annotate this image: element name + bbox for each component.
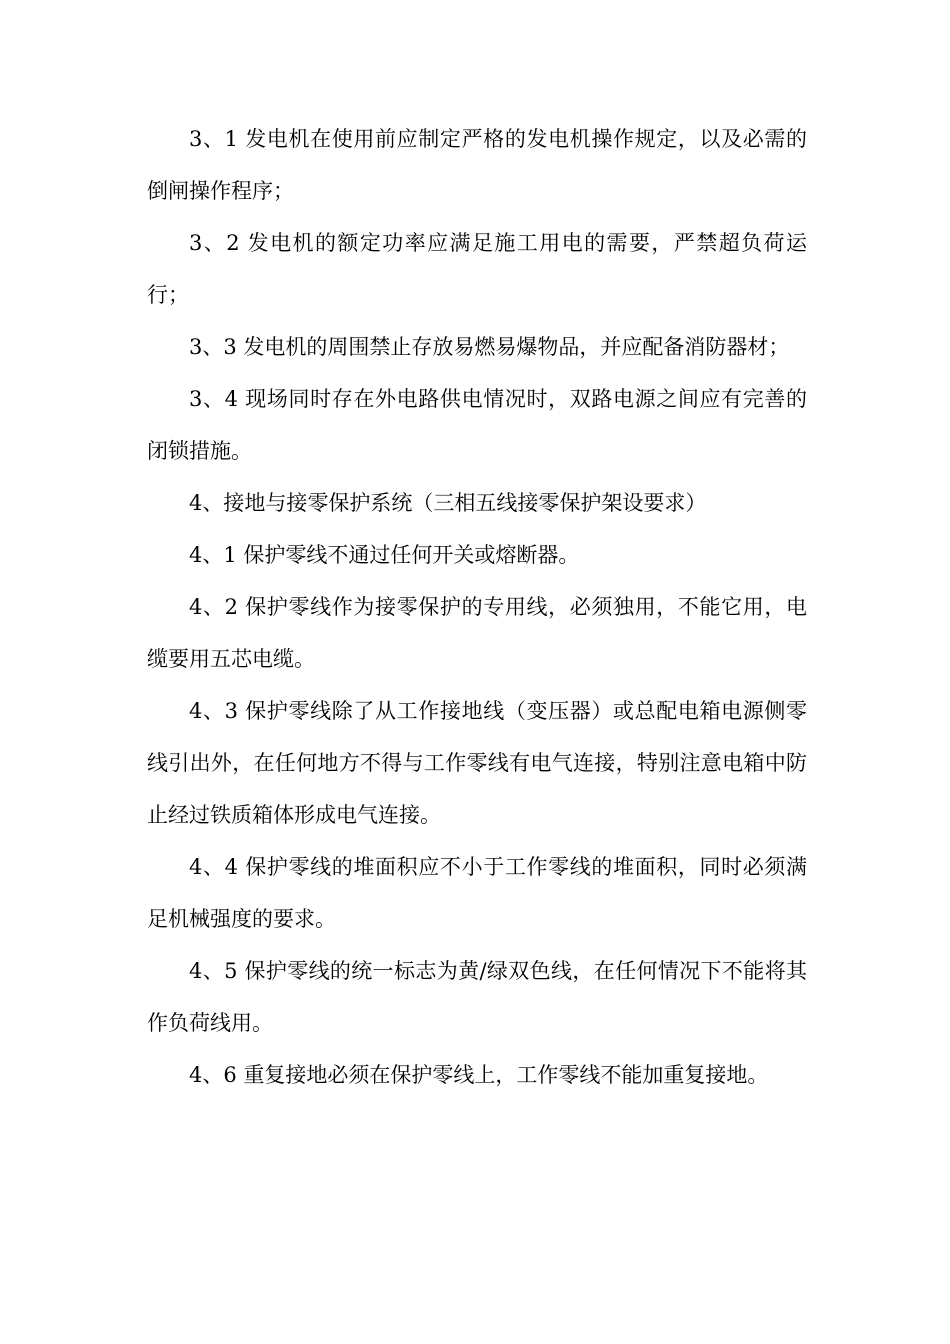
paragraph-3-4: 3、4 现场同时存在外电路供电情况时，双路电源之间应有完善的闭锁措施。: [147, 387, 807, 463]
section-heading-4: 4、接地与接零保护系统（三相五线接零保护架设要求）: [189, 491, 707, 515]
paragraph-4-1: 4、1 保护零线不通过任何开关或熔断器。: [189, 543, 580, 567]
paragraph-4-6: 4、6 重复接地必须在保护零线上，工作零线不能加重复接地。: [189, 1063, 769, 1087]
paragraph-3-1: 3、1 发电机在使用前应制定严格的发电机操作规定，以及必需的倒闸操作程序；: [147, 127, 807, 203]
paragraph-3-2: 3、2 发电机的额定功率应满足施工用电的需要，严禁超负荷运行；: [147, 231, 807, 307]
paragraph-4-4: 4、4 保护零线的堆面积应不小于工作零线的堆面积，同时必须满足机械强度的要求。: [147, 855, 807, 931]
paragraph-4-5: 4、5 保护零线的统一标志为黄/绿双色线，在任何情况下不能将其作负荷线用。: [147, 959, 807, 1035]
paragraph-4-3: 4、3 保护零线除了从工作接地线（变压器）或总配电箱电源侧零线引出外，在任何地方不得与工作零线有电气连接，特别注意电箱中防止经过铁质箱体形成电气连接。: [147, 699, 807, 827]
paragraph-4-2: 4、2 保护零线作为接零保护的专用线，必须独用，不能它用，电缆要用五芯电缆。: [147, 595, 807, 671]
document-body: [147, 113, 807, 1101]
paragraph-3-3: 3、3 发电机的周围禁止存放易燃易爆物品，并应配备消防器材；: [189, 335, 790, 359]
